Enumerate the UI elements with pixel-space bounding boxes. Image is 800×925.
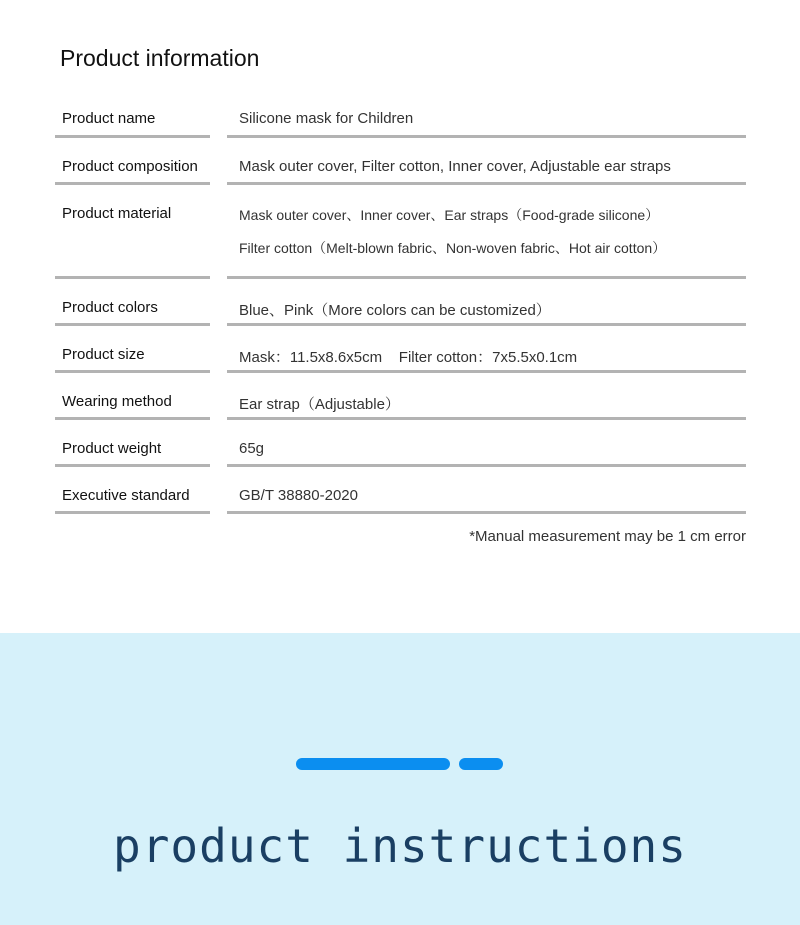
spec-label: Product composition — [62, 158, 198, 175]
spec-label: Wearing method — [62, 393, 172, 410]
spec-row-product-colors — [55, 279, 746, 326]
spec-value-line-2: Filter cotton（Melt-blown fabric、Non-woven fabric、Hot air cotton） — [239, 240, 667, 256]
product-instructions-heading: product instructions — [113, 819, 687, 873]
measurement-footnote: *Manual measurement may be 1 cm error — [469, 528, 746, 545]
spec-value: Ear strap（Adjustable） — [239, 396, 400, 413]
spec-row-product-material — [55, 185, 746, 279]
spec-label: Product colors — [62, 299, 158, 316]
spec-value: 65g — [239, 440, 265, 457]
row-divider-right — [227, 511, 746, 514]
spec-row-wearing-method — [55, 373, 746, 420]
spec-row-product-weight — [55, 420, 746, 467]
row-divider-left — [55, 511, 210, 514]
spec-value: Silicone mask for Children — [239, 110, 414, 127]
spec-row-product-name — [55, 90, 746, 138]
spec-value-multiline — [239, 205, 666, 258]
spec-value: Mask outer cover, Filter cotton, Inner cover, Adjustable ear straps — [239, 158, 671, 175]
spec-row-product-composition — [55, 138, 746, 185]
spec-table — [55, 90, 746, 514]
spec-label: Executive standard — [62, 487, 190, 504]
spec-value: Blue、Pink（More colors can be customized） — [239, 302, 551, 319]
spec-value: Mask：11.5x8.6x5cm Filter cotton：7x5.5x0.1cm — [239, 349, 578, 366]
spec-row-executive-standard — [55, 467, 746, 514]
product-instructions-section — [0, 633, 800, 925]
spec-row-product-size — [55, 326, 746, 373]
spec-value: GB/T 38880-2020 — [239, 487, 358, 504]
section-title: Product information — [60, 45, 260, 71]
decorative-accent-bar-long — [296, 758, 450, 770]
spec-label: Product material — [62, 205, 172, 222]
spec-label: Product name — [62, 110, 156, 127]
spec-value-line-1: Mask outer cover、Inner cover、Ear straps（Food-grade silicone） — [239, 207, 660, 223]
spec-label: Product size — [62, 346, 145, 363]
spec-label: Product weight — [62, 440, 162, 457]
decorative-accent-bar-short — [459, 758, 503, 770]
